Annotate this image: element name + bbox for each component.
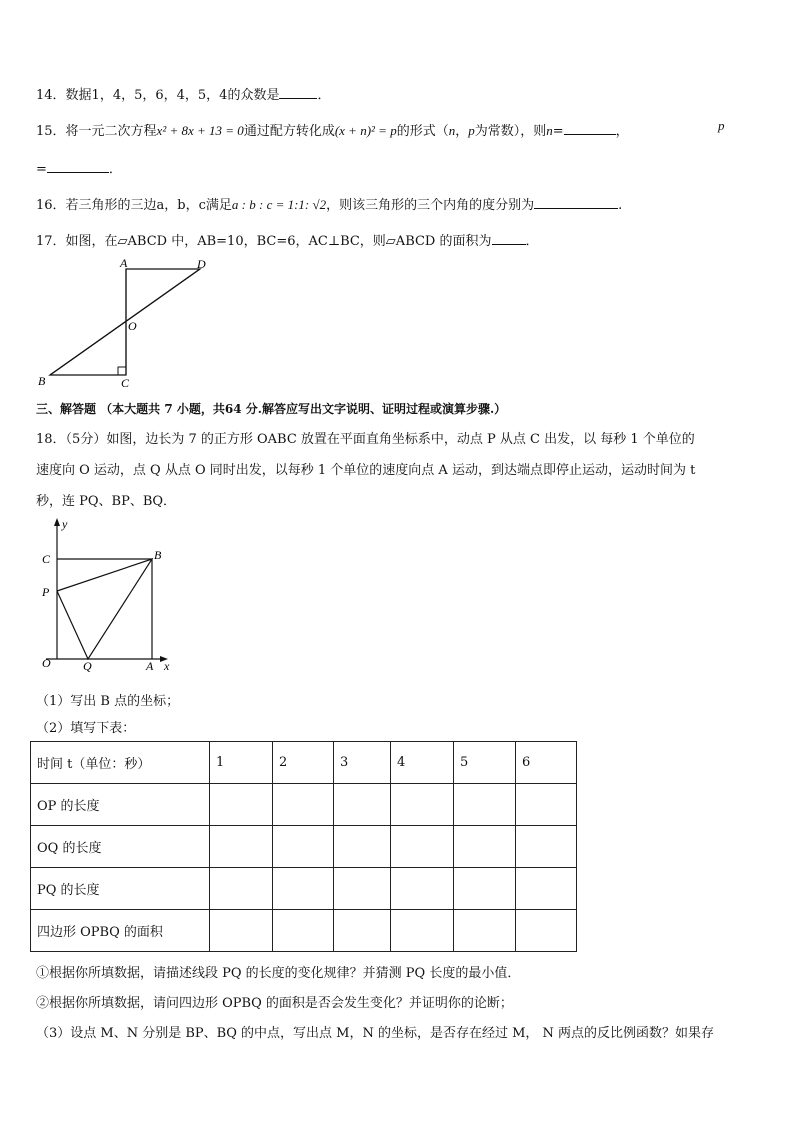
label-x: x	[164, 659, 170, 673]
table-cell[interactable]	[454, 784, 516, 826]
q15-p-blank[interactable]	[47, 160, 109, 173]
table-cell[interactable]	[516, 784, 577, 826]
label-o: O	[128, 319, 137, 333]
circled-question-1: ①根据你所填数据，请描述线段 PQ 的长度的变化规律？并猜测 PQ 长度的最小值．	[36, 966, 521, 981]
q16-ratio: a : b : c = 1:1: √2	[231, 197, 327, 212]
q14-answer-blank[interactable]	[279, 86, 317, 99]
table-header-cell: 4	[391, 742, 454, 784]
table-row	[31, 910, 577, 952]
q16-prefix: 16．若三角形的三边a，b，c满足	[36, 198, 232, 213]
sub-question-2: （2）填写下表：	[36, 721, 136, 736]
table-header-cell: 6	[516, 742, 577, 784]
sub-question-1: （1）写出 B 点的坐标；	[36, 694, 180, 709]
square-edges	[57, 559, 152, 659]
q14-end: ．	[317, 88, 331, 103]
table-cell[interactable]	[334, 826, 391, 868]
y-axis-arrow	[54, 518, 60, 526]
q15-suffix: 的形式（	[396, 124, 449, 139]
table-cell[interactable]	[210, 784, 273, 826]
q15-p: p	[468, 123, 475, 138]
table-cell[interactable]	[391, 910, 454, 952]
table-row-label: PQ 的长度	[31, 868, 210, 910]
q17-text: 17．如图，在▱ABCD 中，AB=10，BC=6，AC⊥BC，则▱ABCD 的面积为	[36, 234, 492, 249]
q15-sep: ，	[455, 124, 469, 139]
question-17	[36, 230, 539, 249]
table-cell[interactable]	[454, 868, 516, 910]
q15-prefix: 15．将一元二次方程	[36, 124, 157, 139]
q15-mid: 通过配方转化成	[243, 124, 335, 139]
q15-n-eq: n	[546, 123, 553, 138]
question-15	[36, 120, 629, 139]
q17-end: ．	[525, 234, 539, 249]
table-cell[interactable]	[516, 910, 577, 952]
table-cell[interactable]	[273, 910, 334, 952]
table-row-label: 四边形 OPBQ 的面积	[31, 910, 210, 952]
label-c: C	[121, 376, 130, 390]
label-q: Q	[83, 659, 92, 673]
q15-equation-2: (x + n)² = p	[334, 123, 397, 138]
table-cell[interactable]	[334, 868, 391, 910]
question-15-line-2	[36, 158, 122, 177]
table-cell[interactable]	[516, 826, 577, 868]
table-cell[interactable]	[454, 910, 516, 952]
label-a: A	[120, 256, 128, 270]
table-header-cell: 3	[334, 742, 391, 784]
section-3-heading: 三、解答题 （本大题共 7 小题，共64 分.解答应写出文字说明、证明过程或演算步骤.）	[36, 402, 507, 416]
table-header-row	[31, 742, 577, 784]
table-cell[interactable]	[391, 784, 454, 826]
q15-comma: ，	[615, 124, 629, 139]
table-header-cell: 时间 t（单位：秒）	[31, 742, 210, 784]
table-cell[interactable]	[210, 826, 273, 868]
label-b: B	[38, 374, 46, 388]
table-header-cell: 2	[273, 742, 334, 784]
label-b: B	[154, 548, 162, 562]
label-p: P	[42, 585, 50, 599]
q15-line2-start: =	[36, 162, 47, 177]
table-cell[interactable]	[334, 910, 391, 952]
table-cell[interactable]	[391, 826, 454, 868]
table-row	[31, 826, 577, 868]
q15-equation-1: x² + 8x + 13 = 0	[156, 123, 244, 138]
label-o: O	[42, 656, 51, 670]
table-row-label: OQ 的长度	[31, 826, 210, 868]
table-row-label: OP 的长度	[31, 784, 210, 826]
q14-text: 14．数据1，4，5，6，4，5，4的众数是	[36, 88, 280, 103]
label-c: C	[42, 552, 51, 566]
q17-answer-blank[interactable]	[492, 232, 526, 245]
table-row	[31, 868, 577, 910]
question-14	[36, 84, 330, 103]
q15-const: 为常数），则	[474, 124, 547, 139]
table-cell[interactable]	[210, 910, 273, 952]
table-cell[interactable]	[454, 826, 516, 868]
table-cell[interactable]	[334, 784, 391, 826]
table-cell[interactable]	[516, 868, 577, 910]
table-header-cell: 1	[210, 742, 273, 784]
table-header-cell: 5	[454, 742, 516, 784]
parallelogram-figure	[34, 254, 214, 390]
triangle-pbq	[57, 559, 152, 659]
table-cell[interactable]	[273, 826, 334, 868]
q16-suffix: ，则该三角形的三个内角的度分别为	[326, 198, 535, 213]
label-y: y	[62, 517, 68, 531]
table-cell[interactable]	[273, 784, 334, 826]
circled-question-2: ②根据你所填数据，请问四边形 OPBQ 的面积是否会发生变化？并证明你的论断；	[36, 996, 513, 1011]
label-a: A	[146, 659, 154, 673]
question-16	[36, 194, 622, 213]
question-18-line-3: 秒，连 PQ、BP、BQ．	[36, 494, 177, 509]
q15-p-label: p	[718, 118, 725, 133]
table-row	[31, 784, 577, 826]
right-angle-mark	[118, 367, 126, 375]
square-coordinate-figure	[36, 516, 186, 676]
label-d: D	[197, 257, 206, 271]
sub-question-3: （3）设点 M、N 分别是 BP、BQ 的中点，写出点 M，N 的坐标，是否存在经过 M， N 两点的反比例函数？如果存	[36, 1026, 715, 1041]
question-18-line-2: 速度向 O 运动，点 Q 从点 O 同时出发，以每秒 1 个单位的速度向点 A 运动，到达端点即停止运动，运动时间为 t	[36, 463, 696, 478]
q15-n: n	[448, 123, 456, 138]
q15-n-eq-tail: =	[552, 124, 564, 139]
q15-n-blank[interactable]	[564, 122, 616, 135]
diagonal-bd	[50, 269, 200, 375]
fill-table	[30, 741, 577, 952]
question-18-line-1: 18．（5分）如图，边长为 7 的正方形 OABC 放置在平面直角坐标系中，动点 P 从点 C 出发，以 每秒 1 个单位的	[36, 432, 695, 447]
table-cell[interactable]	[273, 868, 334, 910]
q15-end: ．	[108, 162, 122, 177]
q16-end: .	[618, 198, 623, 213]
table-cell[interactable]	[391, 868, 454, 910]
table-cell[interactable]	[210, 868, 273, 910]
q16-answer-blank[interactable]	[534, 196, 618, 209]
